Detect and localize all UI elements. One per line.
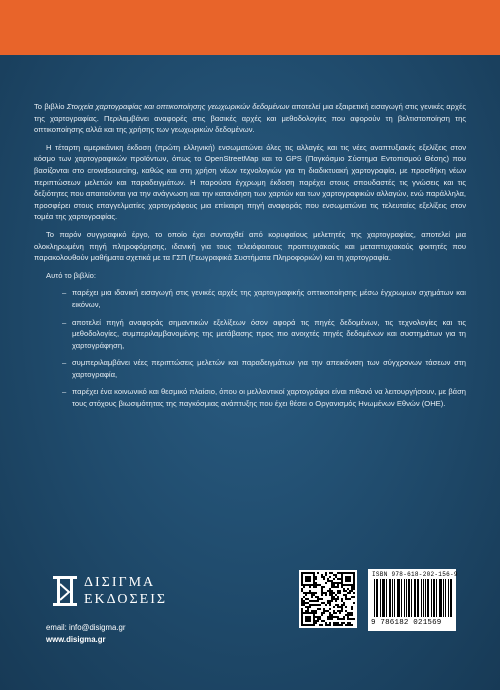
contact-website: www.disigma.gr (46, 635, 106, 644)
paragraph-2: Η τέταρτη αμερικάνικη έκδοση (πρώτη ελληνική) ενσωματώνει όλες τις αλλαγές και τις νέες αναπτυξιακές εξελίξεις στον κόσμο των χαρτογραφικών προϊόντων, όπως το OpenStreetMap και το GPS (Παγκόσμιο Σύστημα Εντοπισμού Θέσης) που βασίζονται στο crowdsourcing, καθώς και στη χρήση νέων τεχνολογιών για τη διαδικτυακή χαρτογραφία, με προσθήκη νέων περιπτώσεων μελετών και παραδειγμάτων. Η παρούσα έγχρωμη έκδοση παρέχει στους σπουδαστές τις γνώσεις και τις δεξιότητες που απαιτούνται για την ανάγνωση και την κατανόηση των χαρτών και των χαρτογραφικών αλλαγών, ενώ παράλληλα, προσφέρει στους επαγγελματίες χαρτογράφους μια επίκαιρη πηγή αναφοράς που ενσωματώνει τις τελευταίες εξελίξεις στον τομέα της χαρτογραφίας. (34, 142, 466, 222)
publisher-mark-icon (52, 574, 78, 608)
p1-post: αποτελεί μια εξαιρετική εισαγωγή στις γενικές αρχές της χαρτογραφίας. Περιλαμβάνει αναφορές στις βασικές αρχές και μεθοδολογίες που αφορούν τη βελτιστοποίηση της οπτικοποίησης αλλά και της χρήσης των γεωχωρικών δεδομένων. (34, 102, 466, 135)
barcode-bars (374, 579, 452, 619)
list-item: – αποτελεί πηγή αναφοράς σημαντικών εξελίξεων όσον αφορά τις πηγές δεδομένων, τις τεχνολογίες και τις μεθοδολογίες, συμπεριλαμβανομένης της μετάβασης προς πιο ανοιχτές πηγές δεδομένων και συστημάτων για τη χαρτογράφηση, (72, 317, 466, 352)
contact-info (46, 622, 125, 646)
list-item: – παρέχει μια ιδανική εισαγωγή στις γενικές αρχές της χαρτογραφικής οπτικοποίησης μέσω έγχρωμων σχημάτων και εικόνων, (72, 287, 466, 310)
paragraph-3: Το παρόν συγγραφικό έργο, το οποίο έχει συνταχθεί από κορυφαίους μελετητές της χαρτογραφίας, αποτελεί μια ολοκληρωμένη πηγή πληροφόρησης, ιδανική για τους τελειόφοιτους προπτυχιακούς και μεταπτυχιακούς φοιτητές που παρακολουθούν μαθήματα σχετικά με τα ΓΣΠ (Γεωγραφικά Συστήματα Πληροφοριών) και τη χαρτογραφία. (34, 229, 466, 263)
qr-code-icon (299, 570, 357, 628)
list-intro: Αυτό το βιβλίο: (46, 270, 97, 280)
publisher-logo (52, 572, 192, 612)
barcode-number: 9 786182 021569 (371, 619, 442, 627)
paragraph-1 (34, 101, 466, 136)
list-item: – συμπεριλαμβάνει νέες περιπτώσεις μελετών και παραδειγμάτων για την απεικόνιση των σύγχρονων τάσεων στη χαρτογραφία, (72, 357, 466, 380)
publisher-sub: ΕΚΔΟΣΕΙΣ (84, 592, 168, 607)
publisher-name: ΔΙΣΙΓΜΑ (84, 575, 156, 590)
qr-code (299, 570, 357, 628)
p1-pre: Το βιβλίο (34, 102, 67, 111)
book-title-italic: Στοιχεία χαρτογραφίας και οπτικοποίησης γεωχωρικών δεδομένων (66, 102, 290, 111)
isbn-label: ISBN 978-618-202-156-9 (372, 571, 458, 578)
list-item: – παρέχει ένα κοινωνικό και θεσμικό πλαίσιο, όπου οι μελλοντικοί χαρτογράφοι είναι πιθανό να λειτουργήσουν, με βάση τους στόχους βιωσιμότητας της παγκόσμιας ανάπτυξης που έχει θέσει ο Οργανισμός Ηνωμένων Εθνών (ΟΗΕ). (72, 386, 466, 409)
top-color-band (0, 0, 500, 55)
contact-email: email: info@disigma.gr (46, 623, 126, 632)
feature-list (34, 287, 466, 409)
blurb-text (34, 101, 466, 416)
isbn-barcode (368, 569, 456, 631)
